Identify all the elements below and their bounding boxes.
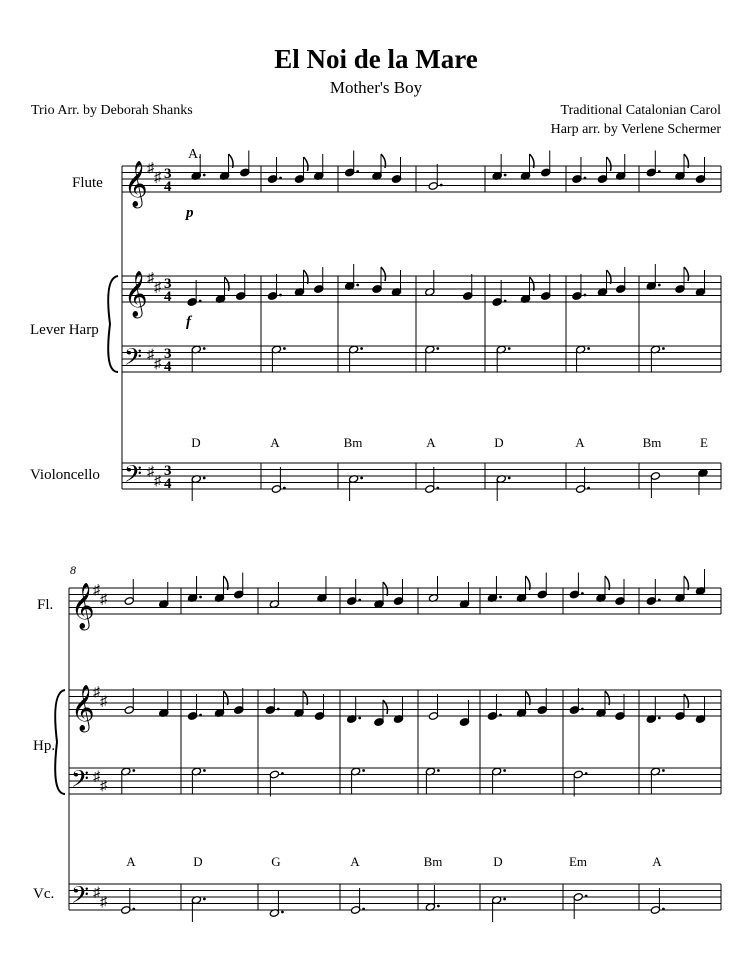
notes bbox=[121, 151, 708, 923]
note bbox=[314, 154, 324, 180]
note bbox=[124, 579, 134, 605]
instrument-label-harp-short: Hp. bbox=[33, 738, 56, 754]
note bbox=[428, 694, 438, 720]
note bbox=[345, 264, 360, 290]
staff-harp-treble bbox=[122, 276, 721, 302]
chord-symbol: A bbox=[426, 435, 436, 450]
note bbox=[496, 475, 511, 501]
note bbox=[214, 691, 228, 717]
note bbox=[520, 277, 534, 303]
chord-symbol: Bm bbox=[642, 435, 662, 450]
staff-harp-bass bbox=[122, 346, 721, 372]
note bbox=[124, 688, 134, 714]
note bbox=[463, 274, 473, 300]
trio-arranger: Trio Arr. by Deborah Shanks bbox=[31, 103, 193, 118]
time-signature-bottom: 4 bbox=[164, 359, 172, 375]
staff-cello-2 bbox=[69, 884, 721, 910]
note bbox=[459, 700, 469, 726]
page-title: El Noi de la Mare bbox=[274, 44, 478, 74]
treble-clef: 𝄞 bbox=[124, 271, 148, 316]
note bbox=[487, 576, 502, 602]
note bbox=[537, 573, 547, 599]
composer: Traditional Catalonian Carol bbox=[560, 103, 721, 118]
key-signature-sharp: ♯ bbox=[147, 464, 154, 480]
key-signature-sharp: ♯ bbox=[154, 357, 161, 372]
note bbox=[615, 694, 625, 720]
key-signature-sharp: ♯ bbox=[93, 583, 100, 598]
note bbox=[616, 154, 626, 180]
dynamic-marking-harp: f bbox=[186, 314, 191, 330]
note bbox=[569, 688, 584, 714]
note bbox=[491, 767, 506, 793]
note bbox=[428, 164, 443, 190]
note bbox=[393, 579, 403, 605]
note bbox=[393, 697, 403, 723]
note bbox=[269, 582, 279, 608]
harp-arranger: Harp arr. by Verlene Schermer bbox=[550, 122, 721, 137]
note bbox=[695, 270, 705, 296]
bass-clef: 𝄢 bbox=[124, 462, 143, 493]
key-signature-sharp: ♯ bbox=[93, 685, 100, 700]
note bbox=[596, 691, 610, 717]
note bbox=[616, 267, 626, 293]
note bbox=[573, 893, 588, 919]
chord-symbol: A bbox=[575, 435, 585, 450]
note bbox=[314, 267, 324, 293]
key-signature-sharp: ♯ bbox=[154, 474, 161, 489]
time-signature-top: 3 bbox=[164, 346, 172, 362]
note bbox=[240, 151, 250, 177]
note bbox=[516, 691, 530, 717]
note bbox=[541, 151, 551, 177]
chord-symbol: A bbox=[652, 854, 662, 869]
note bbox=[294, 691, 308, 717]
note bbox=[191, 896, 206, 922]
time-signature-bottom: 4 bbox=[164, 289, 172, 305]
key-signature-sharp: ♯ bbox=[100, 694, 107, 710]
note bbox=[428, 576, 438, 602]
time-signature-top: 3 bbox=[164, 166, 172, 182]
bass-clef: 𝄢 bbox=[71, 767, 90, 798]
note bbox=[459, 582, 469, 608]
instrument-label-harp: Lever Harp bbox=[30, 322, 99, 338]
note bbox=[537, 688, 547, 714]
note bbox=[491, 896, 506, 922]
note bbox=[159, 582, 169, 608]
staff-flute bbox=[122, 166, 721, 192]
note bbox=[347, 697, 362, 723]
time-signature-top: 3 bbox=[164, 463, 172, 479]
key-signature-sharp: ♯ bbox=[147, 161, 154, 176]
chord-symbol: Bm bbox=[423, 854, 443, 869]
key-signature-sharp: ♯ bbox=[100, 779, 107, 794]
note bbox=[573, 770, 588, 796]
note bbox=[698, 469, 708, 495]
bass-clef: 𝄢 bbox=[124, 345, 143, 376]
brace bbox=[55, 690, 65, 794]
chord-symbol: A bbox=[126, 854, 136, 869]
chord-symbol: A bbox=[270, 435, 280, 450]
instrument-label-flute-short: Fl. bbox=[37, 597, 54, 613]
note bbox=[425, 885, 440, 911]
note bbox=[615, 579, 625, 605]
note bbox=[650, 767, 665, 793]
time-signature-top: 3 bbox=[164, 276, 172, 292]
note bbox=[492, 154, 507, 180]
chord-symbol: D bbox=[494, 435, 504, 450]
note bbox=[191, 767, 206, 793]
note bbox=[350, 767, 365, 793]
chord-symbol: E bbox=[700, 435, 708, 450]
note bbox=[391, 270, 401, 296]
note bbox=[572, 274, 587, 300]
chord-symbol: A bbox=[350, 854, 360, 869]
note bbox=[159, 691, 169, 717]
time-signature-bottom: 4 bbox=[164, 476, 172, 492]
note bbox=[219, 154, 233, 180]
note bbox=[391, 157, 401, 183]
note bbox=[695, 157, 705, 183]
note bbox=[597, 270, 611, 296]
note bbox=[516, 576, 530, 602]
note bbox=[269, 891, 284, 917]
instrument-label-cello: Violoncello bbox=[30, 467, 100, 483]
note bbox=[348, 345, 363, 371]
chord-symbol: Em bbox=[568, 854, 588, 869]
note bbox=[695, 569, 705, 595]
time-signature-bottom: 4 bbox=[164, 179, 172, 195]
note bbox=[121, 767, 136, 793]
note bbox=[215, 277, 229, 303]
key-signature-sharp: ♯ bbox=[93, 769, 100, 785]
note bbox=[425, 270, 435, 296]
instrument-label-flute: Flute bbox=[72, 175, 103, 191]
note bbox=[374, 582, 388, 608]
note bbox=[695, 697, 705, 723]
chord-symbol: D bbox=[493, 854, 503, 869]
note bbox=[191, 345, 206, 371]
note bbox=[271, 345, 286, 371]
treble-clef: 𝄞 bbox=[124, 161, 148, 206]
dynamic-marking-flute: p bbox=[186, 205, 194, 221]
note bbox=[425, 345, 440, 371]
staves bbox=[55, 166, 721, 910]
note bbox=[214, 576, 228, 602]
note bbox=[269, 770, 284, 796]
instrument-label-cello-short: Vc. bbox=[33, 886, 55, 902]
key-signature-sharp: ♯ bbox=[154, 170, 161, 186]
note bbox=[348, 475, 363, 501]
note bbox=[236, 274, 246, 300]
note bbox=[265, 688, 280, 714]
note bbox=[267, 274, 282, 300]
score-text bbox=[70, 147, 708, 914]
chord-symbol: D bbox=[193, 854, 203, 869]
key-signature-sharp: ♯ bbox=[93, 885, 100, 901]
note bbox=[496, 345, 511, 371]
bass-clef: 𝄢 bbox=[71, 883, 90, 914]
key-signature-sharp: ♯ bbox=[100, 895, 107, 910]
page-subtitle: Mother's Boy bbox=[329, 78, 423, 97]
note bbox=[187, 576, 202, 602]
key-signature-sharp: ♯ bbox=[147, 271, 154, 286]
note bbox=[425, 767, 440, 793]
note bbox=[646, 264, 661, 290]
key-signature-sharp: ♯ bbox=[154, 280, 161, 296]
note bbox=[520, 154, 534, 180]
chord-symbol: Bm bbox=[343, 435, 363, 450]
key-signature-sharp: ♯ bbox=[147, 347, 154, 363]
staff-cello bbox=[122, 463, 721, 489]
note bbox=[575, 345, 590, 371]
note bbox=[191, 475, 206, 501]
note bbox=[294, 270, 308, 296]
note bbox=[650, 345, 665, 371]
note bbox=[650, 472, 660, 498]
note bbox=[317, 576, 327, 602]
rehearsal-mark: A. bbox=[188, 147, 202, 162]
key-signature-sharp: ♯ bbox=[100, 592, 107, 608]
note bbox=[675, 576, 689, 602]
note bbox=[374, 700, 388, 726]
measure-number: 8 bbox=[70, 563, 76, 577]
brace bbox=[108, 276, 118, 372]
note bbox=[372, 154, 386, 180]
note bbox=[234, 573, 244, 599]
note bbox=[646, 697, 661, 723]
treble-clef: 𝄞 bbox=[71, 685, 95, 730]
note bbox=[675, 154, 689, 180]
treble-clef: 𝄞 bbox=[71, 583, 95, 628]
chord-symbol: G bbox=[271, 854, 281, 869]
note bbox=[541, 274, 551, 300]
chord-symbol: D bbox=[191, 435, 201, 450]
staff-harp-bass-2 bbox=[69, 768, 721, 794]
note bbox=[596, 576, 610, 602]
note bbox=[234, 688, 244, 714]
note bbox=[314, 694, 324, 720]
